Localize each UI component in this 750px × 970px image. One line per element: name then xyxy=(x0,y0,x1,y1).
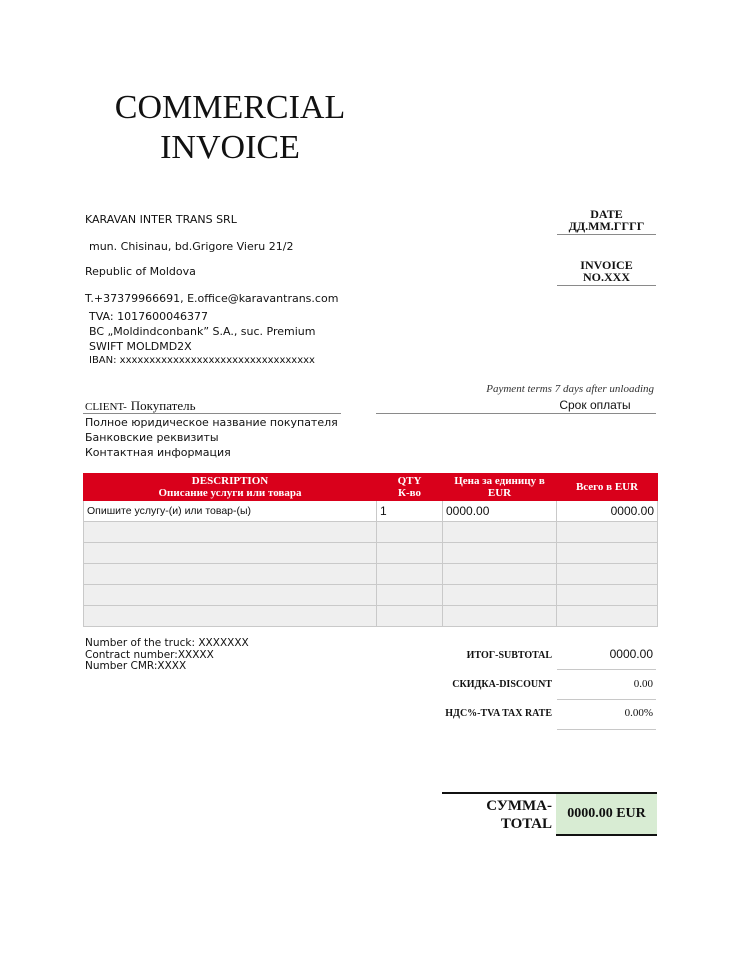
tax-label: НДС%-TVA TAX RATE xyxy=(445,708,552,719)
cell-description[interactable]: Опишите услугу-(и) или товар-(ы) xyxy=(84,501,377,522)
discount-underline xyxy=(557,699,656,700)
cell-qty[interactable] xyxy=(377,585,443,606)
cell-total[interactable] xyxy=(557,543,658,564)
header-total: Всего в EUR xyxy=(557,474,658,501)
title-line-1: COMMERCIAL xyxy=(114,89,346,126)
grand-total-label-ru: СУММА- xyxy=(486,798,552,814)
due-date-label: Срок оплаты xyxy=(559,398,631,412)
header-unit-price: Цена за единицу в EUR xyxy=(443,474,557,501)
client-label-en: CLIENT- xyxy=(85,401,127,413)
cmr-number: Number CMR:XXXX xyxy=(85,660,187,672)
header-qty xyxy=(377,474,443,501)
invoice-underline xyxy=(557,285,656,286)
grand-total-label-en: TOTAL xyxy=(500,816,552,832)
title-line-2: INVOICE xyxy=(160,129,300,166)
grand-total-label xyxy=(442,797,552,833)
discount-label: СКИДКА-DISCOUNT xyxy=(452,679,552,690)
table-row-empty xyxy=(84,543,658,564)
cell-description[interactable] xyxy=(84,585,377,606)
cell-qty[interactable] xyxy=(377,606,443,627)
invoice-title xyxy=(95,88,365,168)
subtotal-underline xyxy=(557,669,656,670)
table-row-empty xyxy=(84,564,658,585)
date-label: DATE xyxy=(590,207,623,221)
cell-unit-price[interactable] xyxy=(443,543,557,564)
payment-terms: Payment terms 7 days after unloading xyxy=(486,383,654,395)
client-contact: Контактная информация xyxy=(85,446,231,459)
cell-unit-price[interactable] xyxy=(443,564,557,585)
cell-total[interactable] xyxy=(557,606,658,627)
cell-total[interactable] xyxy=(557,585,658,606)
sender-country: Republic of Moldova xyxy=(85,265,196,278)
cell-unit-price[interactable] xyxy=(443,585,557,606)
cell-qty[interactable] xyxy=(377,522,443,543)
sender-contacts: T.+37379966691, E.office@karavantrans.com xyxy=(85,292,339,305)
cell-unit-price[interactable] xyxy=(443,522,557,543)
sender-address: mun. Chisinau, bd.Grigore Vieru 21/2 xyxy=(89,240,294,253)
date-underline xyxy=(557,234,656,235)
items-table xyxy=(83,473,658,627)
header-description-en: DESCRIPTION xyxy=(191,475,269,487)
tax-underline xyxy=(557,729,656,730)
truck-number: Number of the truck: XXXXXXX xyxy=(85,637,249,649)
cell-description[interactable] xyxy=(84,564,377,585)
subtotal-label: ИТОГ-SUBTOTAL xyxy=(466,650,552,661)
invoice-label: INVOICE xyxy=(580,258,633,272)
discount-value: 0.00 xyxy=(633,678,653,690)
table-header-row xyxy=(84,474,658,501)
cell-description[interactable] xyxy=(84,606,377,627)
header-qty-en: QTY xyxy=(397,475,422,487)
sender-bank: BC „Moldindconbank” S.A., suc. Premium xyxy=(89,325,316,338)
sender-company: KARAVAN INTER TRANS SRL xyxy=(85,213,237,226)
header-description xyxy=(84,474,377,501)
cell-description[interactable] xyxy=(84,543,377,564)
cell-description[interactable] xyxy=(84,522,377,543)
cell-total[interactable] xyxy=(557,564,658,585)
cell-total[interactable]: 0000.00 xyxy=(557,501,658,522)
tax-value: 0.00% xyxy=(624,707,653,719)
cell-unit-price[interactable]: 0000.00 xyxy=(443,501,557,522)
sender-iban: IBAN: xxxxxxxxxxxxxxxxxxxxxxxxxxxxxxxxx xyxy=(89,355,315,366)
cell-qty[interactable] xyxy=(377,564,443,585)
cell-unit-price[interactable] xyxy=(443,606,557,627)
client-bank: Банковские реквизиты xyxy=(85,431,219,444)
invoice-number-block xyxy=(557,259,656,283)
cell-qty[interactable]: 1 xyxy=(377,501,443,522)
client-label-ru: Покупатель xyxy=(130,398,196,413)
table-row-empty xyxy=(84,606,658,627)
sender-tva: TVA: 1017600046377 xyxy=(89,310,209,323)
subtotal-value: 0000.00 xyxy=(609,647,653,661)
client-underline xyxy=(83,413,341,414)
due-date-underline xyxy=(376,413,656,414)
header-description-ru: Описание услуги или товара xyxy=(158,487,302,499)
sender-swift: SWIFT MOLDMD2X xyxy=(89,340,192,353)
invoice-number: NO.XXX xyxy=(583,270,630,284)
cell-qty[interactable] xyxy=(377,543,443,564)
client-name: Полное юридическое название покупателя xyxy=(85,416,338,429)
contract-number: Contract number:XXXXX xyxy=(85,649,214,661)
table-row xyxy=(84,501,658,522)
grand-total-bottom-rule xyxy=(556,834,657,836)
date-value: ДД.ММ.ГГГГ xyxy=(568,219,645,233)
cell-total[interactable] xyxy=(557,522,658,543)
grand-total-value: 0000.00 EUR xyxy=(556,794,657,834)
header-qty-ru: К-во xyxy=(397,487,421,499)
table-row-empty xyxy=(84,585,658,606)
date-block xyxy=(557,208,656,232)
table-row-empty xyxy=(84,522,658,543)
